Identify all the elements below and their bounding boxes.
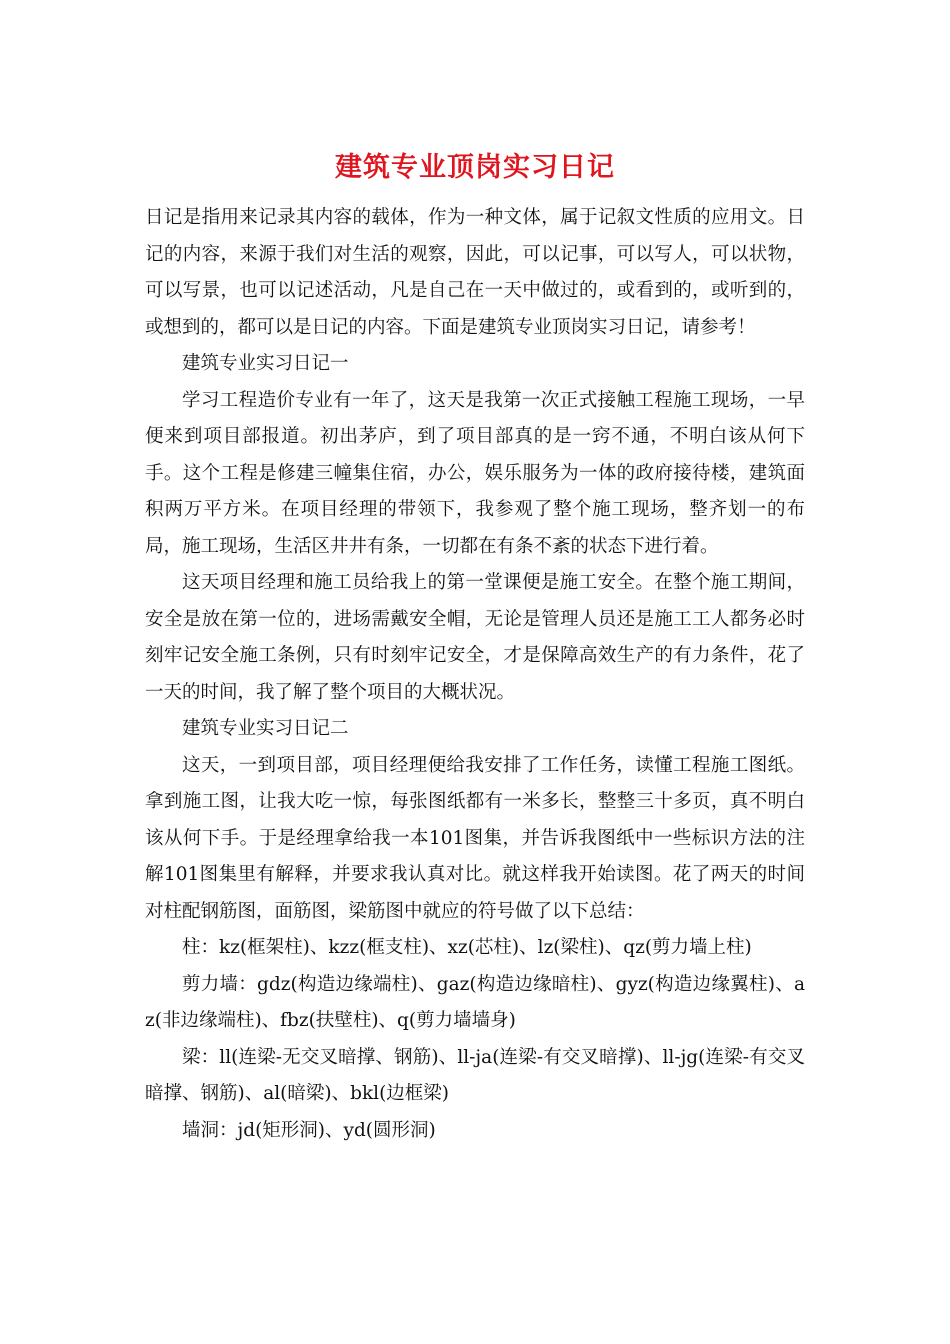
entry1-paragraph-2: 这天项目经理和施工员给我上的第一堂课便是施工安全。在整个施工期间，安全是放在第一位的，进场需戴安全帽，无论是管理人员还是施工工人都务必时刻牢记安全施工条例，只有时刻牢记安全，才是保障高效生产的有力条件，花了一天的时间，我了解了整个项目的大概状况。 xyxy=(145,572,805,703)
entry2-paragraph-1: 这天，一到项目部，项目经理便给我安排了工作任务，读懂工程施工图纸。拿到施工图，让我大吃一惊，每张图纸都有一米多长，整整三十多页，真不明白该从何下手。于是经理拿给我一本101图集，并告诉我图纸中一些标识方法的注解101图集里有解释，并要求我认真对比。就这样我开始读图。花了两天的时间对柱配钢筋图，面筋图，梁筋图中就应的符号做了以下总结： xyxy=(145,754,805,922)
entry2-columns-list: 柱：kz(框架柱)、kzz(框支柱)、xz(芯柱)、lz(梁柱)、qz(剪力墙上柱) xyxy=(182,937,752,958)
document-page xyxy=(145,150,805,1149)
entry2-shear-walls-list: 剪力墙：gdz(构造边缘端柱)、gaz(构造边缘暗柱)、gyz(构造边缘翼柱)、az(非边缘端柱)、fbz(扶壁柱)、q(剪力墙墙身) xyxy=(145,973,805,1031)
entry1-paragraph-1: 学习工程造价专业有一年了，这天是我第一次正式接触工程施工现场，一早便来到项目部报道。初出茅庐，到了项目部真的是一窍不通，不明白该从何下手。这个工程是修建三幢集住宿，办公，娱乐服务为一体的政府接待楼，建筑面积两万平方米。在项目经理的带领下，我参观了整个施工现场，整齐划一的布局，施工现场，生活区井井有条，一切都在有条不紊的状态下进行着。 xyxy=(145,389,805,557)
entry2-heading: 建筑专业实习日记二 xyxy=(182,718,349,739)
entry2-openings-list: 墙洞：jd(矩形洞)、yd(圆形洞) xyxy=(182,1119,436,1141)
entry2-beams-list: 梁：ll(连梁-无交叉暗撑、钢筋)、ll-ja(连梁-有交叉暗撑)、ll-jg(连梁-有交叉暗撑、钢筋)、al(暗梁)、bkl(边框梁) xyxy=(145,1046,805,1104)
document-title: 建筑专业顶岗实习日记 xyxy=(335,152,615,183)
entry1-heading: 建筑专业实习日记一 xyxy=(182,353,349,374)
intro-paragraph: 日记是指用来记录其内容的载体，作为一种文体，属于记叙文性质的应用文。日记的内容，来源于我们对生活的观察，因此，可以记事，可以写人，可以状物，可以写景，也可以记述活动，凡是自己在一天中做过的，或看到的，或听到的，或想到的，都可以是日记的内容。下面是建筑专业顶岗实习日记，请参考！ xyxy=(145,207,805,338)
